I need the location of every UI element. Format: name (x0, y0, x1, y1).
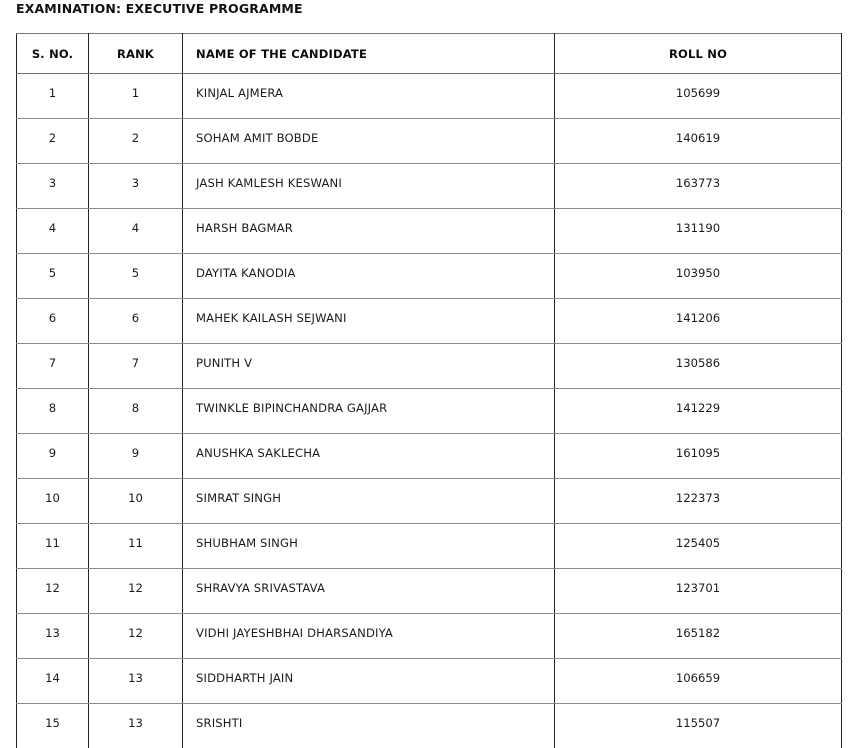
column-header-sno: S. NO. (17, 34, 89, 74)
cell-serial-number (17, 389, 89, 434)
cell-rank (89, 254, 183, 299)
cell-rank (89, 164, 183, 209)
cell-rank (89, 389, 183, 434)
serial-number-text: 5 (17, 254, 88, 280)
serial-number-text: 10 (17, 479, 88, 505)
cell-candidate-name (183, 344, 555, 389)
cell-serial-number (17, 209, 89, 254)
cell-candidate-name (183, 254, 555, 299)
cell-candidate-name (183, 299, 555, 344)
cell-rank (89, 74, 183, 119)
serial-number-text: 9 (17, 434, 88, 460)
cell-candidate-name (183, 389, 555, 434)
candidate-name-text: SHRAVYA SRIVASTAVA (183, 569, 554, 595)
cell-serial-number (17, 74, 89, 119)
roll-number-text: 122373 (555, 479, 841, 505)
roll-number-text: 140619 (555, 119, 841, 145)
roll-number-text: 103950 (555, 254, 841, 280)
rank-text: 12 (89, 614, 182, 640)
roll-number-text: 125405 (555, 524, 841, 550)
cell-roll-number (555, 344, 842, 389)
serial-number-text: 12 (17, 569, 88, 595)
cell-candidate-name (183, 74, 555, 119)
candidate-name-text: DAYITA KANODIA (183, 254, 554, 280)
column-header-rank: RANK (89, 34, 183, 74)
serial-number-text: 4 (17, 209, 88, 235)
cell-rank (89, 119, 183, 164)
candidate-name-text: HARSH BAGMAR (183, 209, 554, 235)
serial-number-text: 6 (17, 299, 88, 325)
candidate-name-text: ANUSHKA SAKLECHA (183, 434, 554, 460)
cell-roll-number (555, 569, 842, 614)
rank-text: 2 (89, 119, 182, 145)
cell-roll-number (555, 704, 842, 748)
roll-number-text: 131190 (555, 209, 841, 235)
roll-number-text: 123701 (555, 569, 841, 595)
candidate-name-text: SIDDHARTH JAIN (183, 659, 554, 685)
cell-roll-number (555, 434, 842, 479)
roll-number-text: 163773 (555, 164, 841, 190)
table-row (17, 209, 842, 254)
cell-roll-number (555, 119, 842, 164)
candidate-name-text: TWINKLE BIPINCHANDRA GAJJAR (183, 389, 554, 415)
cell-serial-number (17, 614, 89, 659)
candidate-name-text: SHUBHAM SINGH (183, 524, 554, 550)
rank-text: 11 (89, 524, 182, 550)
table-row (17, 479, 842, 524)
table-row (17, 299, 842, 344)
cell-rank (89, 569, 183, 614)
cell-roll-number (555, 299, 842, 344)
cell-roll-number (555, 389, 842, 434)
rank-text: 12 (89, 569, 182, 595)
column-header-name: NAME OF THE CANDIDATE (183, 34, 555, 74)
result-table-container (16, 33, 841, 748)
cell-candidate-name (183, 434, 555, 479)
rank-text: 5 (89, 254, 182, 280)
roll-number-text: 106659 (555, 659, 841, 685)
cell-candidate-name (183, 209, 555, 254)
cell-serial-number (17, 659, 89, 704)
rank-text: 9 (89, 434, 182, 460)
roll-number-text: 141206 (555, 299, 841, 325)
cell-roll-number (555, 74, 842, 119)
candidate-name-text: VIDHI JAYESHBHAI DHARSANDIYA (183, 614, 554, 640)
cell-rank (89, 434, 183, 479)
rank-text: 6 (89, 299, 182, 325)
rank-text: 3 (89, 164, 182, 190)
cell-roll-number (555, 614, 842, 659)
cell-candidate-name (183, 119, 555, 164)
serial-number-text: 15 (17, 704, 88, 730)
candidate-name-text: SRISHTI (183, 704, 554, 730)
result-table (16, 33, 842, 748)
table-row (17, 164, 842, 209)
cell-serial-number (17, 704, 89, 748)
cell-rank (89, 299, 183, 344)
rank-text: 13 (89, 704, 182, 730)
cell-roll-number (555, 524, 842, 569)
cell-roll-number (555, 659, 842, 704)
serial-number-text: 3 (17, 164, 88, 190)
serial-number-text: 14 (17, 659, 88, 685)
rank-text: 4 (89, 209, 182, 235)
roll-number-text: 141229 (555, 389, 841, 415)
cell-roll-number (555, 254, 842, 299)
candidate-name-text: JASH KAMLESH KESWANI (183, 164, 554, 190)
candidate-name-text: SOHAM AMIT BOBDE (183, 119, 554, 145)
rank-text: 13 (89, 659, 182, 685)
cell-candidate-name (183, 569, 555, 614)
rank-text: 10 (89, 479, 182, 505)
serial-number-text: 8 (17, 389, 88, 415)
serial-number-text: 1 (17, 74, 88, 100)
cell-candidate-name (183, 614, 555, 659)
table-row (17, 344, 842, 389)
table-row (17, 659, 842, 704)
rank-text: 7 (89, 344, 182, 370)
serial-number-text: 2 (17, 119, 88, 145)
cell-candidate-name (183, 479, 555, 524)
table-row (17, 254, 842, 299)
cell-roll-number (555, 209, 842, 254)
cell-serial-number (17, 434, 89, 479)
table-row (17, 434, 842, 479)
cell-roll-number (555, 164, 842, 209)
serial-number-text: 11 (17, 524, 88, 550)
table-row (17, 614, 842, 659)
cell-candidate-name (183, 659, 555, 704)
cell-candidate-name (183, 704, 555, 748)
roll-number-text: 161095 (555, 434, 841, 460)
column-header-roll: ROLL NO (555, 34, 842, 74)
table-row (17, 119, 842, 164)
cell-serial-number (17, 254, 89, 299)
serial-number-text: 13 (17, 614, 88, 640)
table-row (17, 74, 842, 119)
serial-number-text: 7 (17, 344, 88, 370)
cell-roll-number (555, 479, 842, 524)
table-row (17, 389, 842, 434)
cell-serial-number (17, 524, 89, 569)
candidate-name-text: MAHEK KAILASH SEJWANI (183, 299, 554, 325)
rank-text: 8 (89, 389, 182, 415)
cell-rank (89, 524, 183, 569)
cell-serial-number (17, 164, 89, 209)
candidate-name-text: PUNITH V (183, 344, 554, 370)
cell-rank (89, 479, 183, 524)
cell-rank (89, 344, 183, 389)
cell-rank (89, 614, 183, 659)
cell-serial-number (17, 569, 89, 614)
table-row (17, 524, 842, 569)
cell-candidate-name (183, 164, 555, 209)
roll-number-text: 115507 (555, 704, 841, 730)
table-row (17, 569, 842, 614)
cell-serial-number (17, 119, 89, 164)
cell-serial-number (17, 344, 89, 389)
page-title: EXAMINATION: EXECUTIVE PROGRAMME (16, 1, 303, 16)
table-header (17, 34, 842, 74)
cell-rank (89, 704, 183, 748)
rank-text: 1 (89, 74, 182, 100)
table-header-row (17, 34, 842, 74)
roll-number-text: 105699 (555, 74, 841, 100)
candidate-name-text: SIMRAT SINGH (183, 479, 554, 505)
roll-number-text: 130586 (555, 344, 841, 370)
roll-number-text: 165182 (555, 614, 841, 640)
cell-candidate-name (183, 524, 555, 569)
cell-serial-number (17, 479, 89, 524)
cell-serial-number (17, 299, 89, 344)
cell-rank (89, 209, 183, 254)
candidate-name-text: KINJAL AJMERA (183, 74, 554, 100)
cell-rank (89, 659, 183, 704)
table-row (17, 704, 842, 748)
table-body (17, 74, 842, 748)
